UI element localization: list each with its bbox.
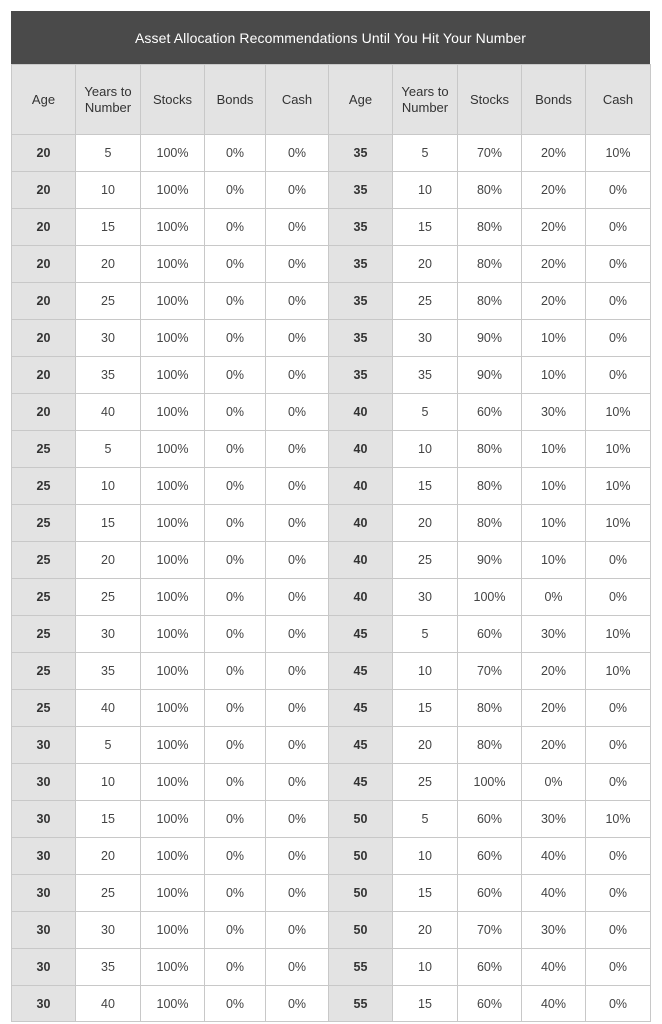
- age-cell: 25: [12, 653, 76, 690]
- table-title: Asset Allocation Recommendations Until You Hit Your Number: [11, 11, 650, 64]
- years-cell: 5: [393, 135, 458, 172]
- age-cell: 35: [329, 320, 393, 357]
- stocks-cell: 100%: [141, 764, 205, 801]
- stocks-cell: 70%: [458, 135, 522, 172]
- cash-cell: 0%: [266, 394, 329, 431]
- age-cell: 40: [329, 394, 393, 431]
- years-cell: 35: [76, 653, 141, 690]
- bonds-cell: 0%: [205, 727, 266, 764]
- bonds-cell: 30%: [522, 394, 586, 431]
- years-cell: 25: [76, 579, 141, 616]
- age-cell: 45: [329, 727, 393, 764]
- allocation-table-frame: [11, 11, 650, 1022]
- stocks-cell: 80%: [458, 431, 522, 468]
- cash-cell: 10%: [586, 394, 651, 431]
- stocks-cell: 100%: [141, 283, 205, 320]
- years-cell: 10: [76, 764, 141, 801]
- years-cell: 15: [393, 690, 458, 727]
- cash-cell: 0%: [266, 801, 329, 838]
- years-cell: 30: [76, 320, 141, 357]
- stocks-cell: 80%: [458, 505, 522, 542]
- years-cell: 5: [393, 616, 458, 653]
- years-cell: 15: [76, 801, 141, 838]
- cash-cell: 0%: [266, 357, 329, 394]
- age-cell: 40: [329, 505, 393, 542]
- bonds-cell: 0%: [205, 579, 266, 616]
- age-cell: 45: [329, 616, 393, 653]
- age-cell: 35: [329, 135, 393, 172]
- years-cell: 20: [393, 246, 458, 283]
- cash-cell: 0%: [586, 912, 651, 949]
- stocks-cell: 80%: [458, 209, 522, 246]
- years-cell: 10: [393, 949, 458, 986]
- bonds-cell: 10%: [522, 431, 586, 468]
- cash-cell: 0%: [266, 875, 329, 912]
- table-row: [12, 838, 651, 875]
- stocks-cell: 80%: [458, 246, 522, 283]
- bonds-cell: 0%: [205, 357, 266, 394]
- bonds-cell: 0%: [205, 912, 266, 949]
- age-cell: 20: [12, 246, 76, 283]
- age-cell: 50: [329, 875, 393, 912]
- header-bonds: Bonds: [205, 65, 266, 135]
- years-cell: 15: [393, 209, 458, 246]
- bonds-cell: 40%: [522, 949, 586, 986]
- bonds-cell: 20%: [522, 727, 586, 764]
- years-cell: 25: [76, 875, 141, 912]
- age-cell: 55: [329, 986, 393, 1022]
- bonds-cell: 0%: [522, 579, 586, 616]
- bonds-cell: 0%: [205, 838, 266, 875]
- stocks-cell: 100%: [141, 431, 205, 468]
- table-row: [12, 764, 651, 801]
- age-cell: 50: [329, 838, 393, 875]
- header-stocks: Stocks: [141, 65, 205, 135]
- bonds-cell: 0%: [205, 468, 266, 505]
- stocks-cell: 100%: [141, 912, 205, 949]
- bonds-cell: 0%: [205, 394, 266, 431]
- age-cell: 25: [12, 690, 76, 727]
- bonds-cell: 0%: [205, 246, 266, 283]
- cash-cell: 0%: [266, 912, 329, 949]
- bonds-cell: 0%: [205, 172, 266, 209]
- age-cell: 50: [329, 912, 393, 949]
- years-cell: 30: [76, 616, 141, 653]
- header-age: Age: [329, 65, 393, 135]
- age-cell: 20: [12, 394, 76, 431]
- bonds-cell: 40%: [522, 838, 586, 875]
- stocks-cell: 100%: [141, 468, 205, 505]
- years-cell: 10: [76, 468, 141, 505]
- table-row: [12, 505, 651, 542]
- age-cell: 20: [12, 172, 76, 209]
- years-cell: 30: [76, 912, 141, 949]
- years-cell: 5: [393, 801, 458, 838]
- stocks-cell: 100%: [141, 986, 205, 1022]
- age-cell: 45: [329, 653, 393, 690]
- stocks-cell: 100%: [141, 320, 205, 357]
- bonds-cell: 0%: [205, 431, 266, 468]
- years-cell: 25: [393, 764, 458, 801]
- table-row: [12, 949, 651, 986]
- cash-cell: 0%: [586, 172, 651, 209]
- years-cell: 20: [393, 912, 458, 949]
- stocks-cell: 80%: [458, 283, 522, 320]
- years-cell: 40: [76, 986, 141, 1022]
- table-row: [12, 690, 651, 727]
- header-years-to-number: Years to Number: [76, 65, 141, 135]
- years-cell: 40: [76, 394, 141, 431]
- stocks-cell: 100%: [458, 764, 522, 801]
- bonds-cell: 0%: [205, 949, 266, 986]
- stocks-cell: 100%: [141, 727, 205, 764]
- age-cell: 45: [329, 764, 393, 801]
- stocks-cell: 100%: [141, 246, 205, 283]
- table-row: [12, 801, 651, 838]
- stocks-cell: 60%: [458, 394, 522, 431]
- age-cell: 35: [329, 172, 393, 209]
- age-cell: 20: [12, 320, 76, 357]
- stocks-cell: 60%: [458, 801, 522, 838]
- cash-cell: 0%: [586, 986, 651, 1022]
- years-cell: 20: [393, 727, 458, 764]
- bonds-cell: 0%: [205, 764, 266, 801]
- cash-cell: 0%: [586, 690, 651, 727]
- stocks-cell: 80%: [458, 172, 522, 209]
- stocks-cell: 100%: [141, 172, 205, 209]
- age-cell: 25: [12, 505, 76, 542]
- stocks-cell: 100%: [458, 579, 522, 616]
- bonds-cell: 10%: [522, 357, 586, 394]
- table-row: [12, 172, 651, 209]
- table-row: [12, 542, 651, 579]
- age-cell: 30: [12, 801, 76, 838]
- table-row: [12, 431, 651, 468]
- bonds-cell: 0%: [205, 209, 266, 246]
- cash-cell: 10%: [586, 616, 651, 653]
- bonds-cell: 0%: [205, 616, 266, 653]
- years-cell: 5: [76, 135, 141, 172]
- table-row: [12, 394, 651, 431]
- years-cell: 15: [393, 986, 458, 1022]
- bonds-cell: 0%: [205, 135, 266, 172]
- years-cell: 35: [76, 949, 141, 986]
- years-cell: 30: [393, 320, 458, 357]
- header-bonds: Bonds: [522, 65, 586, 135]
- header-years-to-number: Years to Number: [393, 65, 458, 135]
- table-row: [12, 246, 651, 283]
- cash-cell: 0%: [266, 172, 329, 209]
- years-cell: 40: [76, 690, 141, 727]
- cash-cell: 0%: [586, 357, 651, 394]
- cash-cell: 0%: [266, 616, 329, 653]
- bonds-cell: 0%: [522, 764, 586, 801]
- stocks-cell: 60%: [458, 875, 522, 912]
- bonds-cell: 20%: [522, 690, 586, 727]
- header-stocks: Stocks: [458, 65, 522, 135]
- bonds-cell: 20%: [522, 246, 586, 283]
- age-cell: 30: [12, 764, 76, 801]
- cash-cell: 0%: [266, 764, 329, 801]
- age-cell: 35: [329, 283, 393, 320]
- years-cell: 30: [393, 579, 458, 616]
- years-cell: 20: [393, 505, 458, 542]
- stocks-cell: 80%: [458, 690, 522, 727]
- bonds-cell: 20%: [522, 653, 586, 690]
- cash-cell: 0%: [266, 283, 329, 320]
- years-cell: 15: [76, 505, 141, 542]
- bonds-cell: 0%: [205, 283, 266, 320]
- cash-cell: 0%: [266, 431, 329, 468]
- years-cell: 5: [393, 394, 458, 431]
- stocks-cell: 60%: [458, 949, 522, 986]
- cash-cell: 0%: [266, 246, 329, 283]
- bonds-cell: 20%: [522, 283, 586, 320]
- cash-cell: 0%: [586, 875, 651, 912]
- age-cell: 40: [329, 431, 393, 468]
- cash-cell: 0%: [266, 209, 329, 246]
- age-cell: 45: [329, 690, 393, 727]
- years-cell: 5: [76, 431, 141, 468]
- age-cell: 55: [329, 949, 393, 986]
- table-row: [12, 912, 651, 949]
- bonds-cell: 10%: [522, 542, 586, 579]
- years-cell: 15: [393, 875, 458, 912]
- age-cell: 25: [12, 431, 76, 468]
- cash-cell: 0%: [266, 505, 329, 542]
- bonds-cell: 20%: [522, 135, 586, 172]
- stocks-cell: 90%: [458, 320, 522, 357]
- bonds-cell: 0%: [205, 542, 266, 579]
- table-row: [12, 986, 651, 1022]
- cash-cell: 0%: [586, 764, 651, 801]
- years-cell: 10: [393, 172, 458, 209]
- bonds-cell: 0%: [205, 986, 266, 1022]
- stocks-cell: 70%: [458, 653, 522, 690]
- stocks-cell: 100%: [141, 690, 205, 727]
- years-cell: 35: [393, 357, 458, 394]
- cash-cell: 10%: [586, 135, 651, 172]
- age-cell: 40: [329, 579, 393, 616]
- years-cell: 25: [393, 283, 458, 320]
- stocks-cell: 90%: [458, 542, 522, 579]
- header-row: [12, 65, 651, 135]
- stocks-cell: 100%: [141, 801, 205, 838]
- bonds-cell: 40%: [522, 986, 586, 1022]
- age-cell: 25: [12, 542, 76, 579]
- cash-cell: 0%: [266, 579, 329, 616]
- cash-cell: 10%: [586, 431, 651, 468]
- stocks-cell: 100%: [141, 209, 205, 246]
- age-cell: 25: [12, 468, 76, 505]
- table-row: [12, 209, 651, 246]
- years-cell: 15: [393, 468, 458, 505]
- years-cell: 20: [76, 838, 141, 875]
- age-cell: 25: [12, 579, 76, 616]
- stocks-cell: 100%: [141, 653, 205, 690]
- cash-cell: 10%: [586, 505, 651, 542]
- cash-cell: 0%: [586, 949, 651, 986]
- age-cell: 50: [329, 801, 393, 838]
- years-cell: 10: [393, 653, 458, 690]
- cash-cell: 0%: [266, 653, 329, 690]
- age-cell: 40: [329, 542, 393, 579]
- age-cell: 30: [12, 949, 76, 986]
- bonds-cell: 10%: [522, 468, 586, 505]
- cash-cell: 0%: [266, 949, 329, 986]
- cash-cell: 0%: [266, 542, 329, 579]
- stocks-cell: 100%: [141, 542, 205, 579]
- table-row: [12, 579, 651, 616]
- cash-cell: 10%: [586, 468, 651, 505]
- stocks-cell: 100%: [141, 505, 205, 542]
- header-cash: Cash: [586, 65, 651, 135]
- table-row: [12, 875, 651, 912]
- age-cell: 30: [12, 838, 76, 875]
- age-cell: 30: [12, 875, 76, 912]
- table-row: [12, 283, 651, 320]
- stocks-cell: 100%: [141, 838, 205, 875]
- bonds-cell: 20%: [522, 209, 586, 246]
- stocks-cell: 100%: [141, 357, 205, 394]
- header-age: Age: [12, 65, 76, 135]
- cash-cell: 0%: [266, 986, 329, 1022]
- age-cell: 35: [329, 246, 393, 283]
- bonds-cell: 40%: [522, 875, 586, 912]
- years-cell: 25: [393, 542, 458, 579]
- cash-cell: 0%: [586, 246, 651, 283]
- age-cell: 35: [329, 357, 393, 394]
- bonds-cell: 0%: [205, 690, 266, 727]
- bonds-cell: 0%: [205, 801, 266, 838]
- cash-cell: 0%: [266, 468, 329, 505]
- age-cell: 20: [12, 283, 76, 320]
- stocks-cell: 70%: [458, 912, 522, 949]
- stocks-cell: 100%: [141, 579, 205, 616]
- table-row: [12, 357, 651, 394]
- years-cell: 10: [76, 172, 141, 209]
- allocation-table: [11, 64, 651, 1022]
- years-cell: 10: [393, 431, 458, 468]
- age-cell: 20: [12, 357, 76, 394]
- cash-cell: 0%: [586, 727, 651, 764]
- stocks-cell: 100%: [141, 135, 205, 172]
- bonds-cell: 30%: [522, 801, 586, 838]
- table-row: [12, 468, 651, 505]
- years-cell: 20: [76, 542, 141, 579]
- table-row: [12, 653, 651, 690]
- header-cash: Cash: [266, 65, 329, 135]
- table-row: [12, 727, 651, 764]
- age-cell: 20: [12, 135, 76, 172]
- stocks-cell: 100%: [141, 875, 205, 912]
- years-cell: 10: [393, 838, 458, 875]
- years-cell: 5: [76, 727, 141, 764]
- years-cell: 15: [76, 209, 141, 246]
- age-cell: 30: [12, 912, 76, 949]
- bonds-cell: 0%: [205, 320, 266, 357]
- years-cell: 35: [76, 357, 141, 394]
- age-cell: 20: [12, 209, 76, 246]
- cash-cell: 0%: [586, 209, 651, 246]
- stocks-cell: 90%: [458, 357, 522, 394]
- cash-cell: 0%: [266, 320, 329, 357]
- stocks-cell: 80%: [458, 468, 522, 505]
- stocks-cell: 100%: [141, 949, 205, 986]
- years-cell: 20: [76, 246, 141, 283]
- cash-cell: 0%: [266, 690, 329, 727]
- age-cell: 30: [12, 986, 76, 1022]
- stocks-cell: 60%: [458, 986, 522, 1022]
- table-row: [12, 135, 651, 172]
- table-row: [12, 320, 651, 357]
- bonds-cell: 10%: [522, 505, 586, 542]
- age-cell: 30: [12, 727, 76, 764]
- table-row: [12, 616, 651, 653]
- stocks-cell: 100%: [141, 616, 205, 653]
- bonds-cell: 0%: [205, 505, 266, 542]
- cash-cell: 0%: [586, 283, 651, 320]
- bonds-cell: 20%: [522, 172, 586, 209]
- cash-cell: 0%: [266, 838, 329, 875]
- age-cell: 40: [329, 468, 393, 505]
- cash-cell: 0%: [266, 135, 329, 172]
- age-cell: 35: [329, 209, 393, 246]
- bonds-cell: 30%: [522, 912, 586, 949]
- stocks-cell: 100%: [141, 394, 205, 431]
- cash-cell: 0%: [586, 579, 651, 616]
- stocks-cell: 60%: [458, 616, 522, 653]
- bonds-cell: 0%: [205, 875, 266, 912]
- bonds-cell: 30%: [522, 616, 586, 653]
- cash-cell: 0%: [586, 838, 651, 875]
- bonds-cell: 10%: [522, 320, 586, 357]
- years-cell: 25: [76, 283, 141, 320]
- stocks-cell: 80%: [458, 727, 522, 764]
- cash-cell: 0%: [586, 542, 651, 579]
- cash-cell: 10%: [586, 801, 651, 838]
- cash-cell: 0%: [266, 727, 329, 764]
- cash-cell: 0%: [586, 320, 651, 357]
- bonds-cell: 0%: [205, 653, 266, 690]
- age-cell: 25: [12, 616, 76, 653]
- cash-cell: 10%: [586, 653, 651, 690]
- stocks-cell: 60%: [458, 838, 522, 875]
